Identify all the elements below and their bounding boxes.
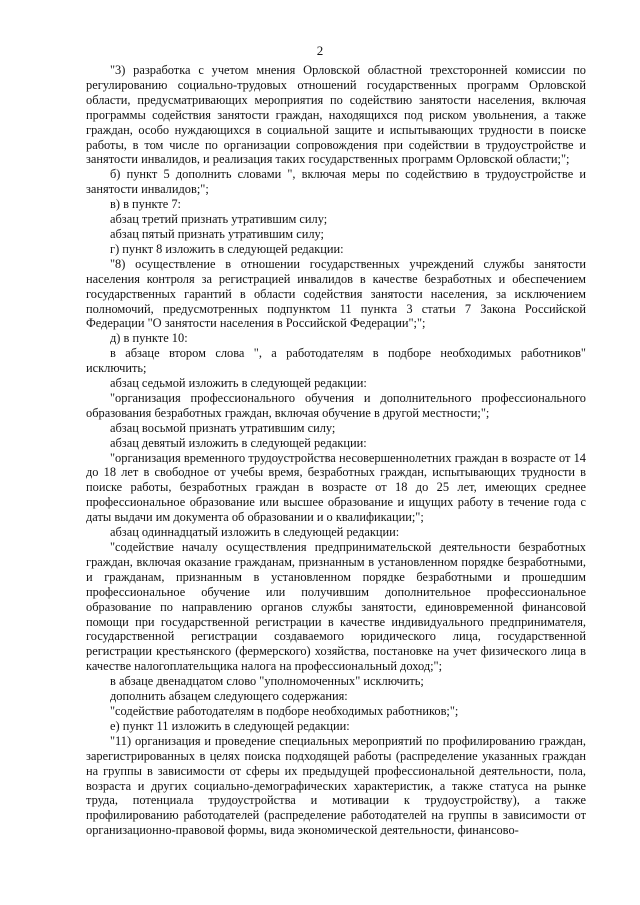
paragraph-item-8: "8) осуществление в отношении государственных учреждений службы занятости населения контроля за регистрацией инвалидов в качестве безработных и обеспечением государственных гарантий в области содействия занятости населения, за исключением полномочий, предусмотренных подпунктом 11 пункта 3 статьи 7 Закона Российской Федерации "О занятости населения в Российской Федерации";";: [86, 256, 586, 331]
paragraph-point-v: в) в пункте 7:: [110, 197, 181, 212]
paragraph-point-e: е) пункт 11 изложить в следующей редакции:: [110, 718, 350, 733]
paragraph-third-abzac: абзац третий признать утратившим силу;: [110, 212, 328, 227]
paragraph-item-3: "3) разработка с учетом мнения Орловской областной трехсторонней комиссии по регулированию социально-трудовых отношений государственных программ Орловской области, предусматривающих мероприятия по содействию занятости населения, включая программы содействия занятости граждан, находящихся под риском увольнения, а также граждан, особо нуждающихся в социальной защите и испытывающих трудности в поиске работы, в том числе по организации сопровождения при содействии в трудоустройстве и занятости инвалидов, и реализация таких государственных программ Орловской области;";: [86, 63, 586, 167]
paragraph-quote-employers: "содействие работодателям в подборе необходимых работников;";: [110, 703, 459, 718]
paragraph-item-11: "11) организация и проведение специальных мероприятий по профилированию граждан, зарегистрированных в целях поиска подходящей работы (распределение указанных граждан на группы в зависимости от сферы их предыдущей профессиональной деятельности, пола, возраста и других социально-демографических характеристик, а также статуса на рынке труда, потенциала трудоустройства и мотивации к трудоустройству), а также профилированию работодателей (распределение работодателей на группы в зависимости от организационно-правовой формы, вида экономической деятельности, финансово-: [86, 733, 586, 838]
paragraph-eleventh-abzac: абзац одиннадцатый изложить в следующей редакции:: [110, 525, 400, 540]
paragraph-quote-entrepreneurship: "содействие началу осуществления предпринимательской деятельности безработных граждан, включая оказание гражданам, признанным в установленном порядке безработными, и гражданам, признанным в установленном порядке безработными и прошедшим профессиональное обучение или получившим дополнительное профессиональное образование по направлению органов службы занятости, единовременной финансовой помощи при государственной регистрации в качестве индивидуального предпринимателя, государственной регистрации создаваемого юридического лица, государственной регистрации крестьянского (фермерского) хозяйства, постановке на учет физического лица в качестве налогоплательщика налога на профессиональный доход;";: [86, 540, 586, 674]
paragraph-second-abzac: в абзаце втором слова ", а работодателям в подборе необходимых работников" исключить;: [86, 346, 586, 376]
paragraph-eighth-abzac: абзац восьмой признать утратившим силу;: [110, 420, 336, 435]
paragraph-add-abzac: дополнить абзацем следующего содержания:: [110, 689, 348, 704]
paragraph-point-d: д) в пункте 10:: [110, 331, 188, 346]
paragraph-ninth-abzac: абзац девятый изложить в следующей редакции:: [110, 435, 367, 450]
paragraph-point-b: б) пункт 5 дополнить словами ", включая меры по содействию в трудоустройстве и занятости инвалидов;";: [86, 167, 586, 197]
paragraph-fifth-abzac: абзац пятый признать утратившим силу;: [110, 226, 324, 241]
paragraph-quote-temporary-employment: "организация временного трудоустройства несовершеннолетних граждан в возрасте от 14 до 18 лет в свободное от учебы время, безработных граждан, испытывающих трудности в поиске работы, безработных граждан в возрасте от 18 до 25 лет, имеющих среднее профессиональное образование или высшее образование и ищущих работу в течение года с даты выдачи им документа об образовании и о квалификации;";: [86, 450, 586, 525]
paragraph-point-g: г) пункт 8 изложить в следующей редакции:: [110, 241, 344, 256]
paragraph-seventh-abzac: абзац седьмой изложить в следующей редакции:: [110, 376, 367, 391]
page-number: 2: [316, 43, 324, 58]
paragraph-quote-training: "организация профессионального обучения и дополнительного профессионального образования безработных граждан, включая обучение в другой местности;";: [86, 390, 586, 420]
paragraph-twelfth-abzac: в абзаце двенадцатом слово "уполномоченных" исключить;: [110, 674, 424, 689]
document-body: [86, 63, 586, 838]
